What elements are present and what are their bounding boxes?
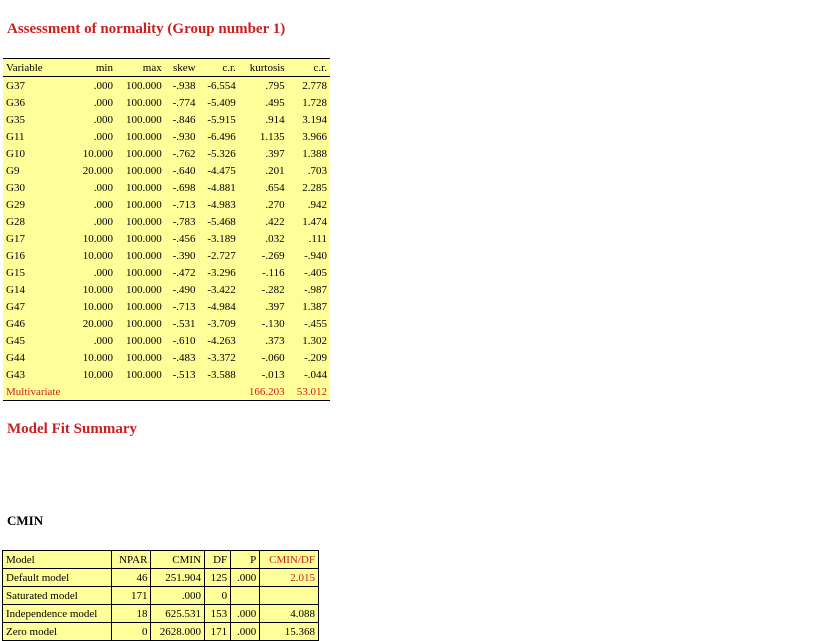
table-cell: 100.000 [126,113,162,126]
table-cell: .000 [93,79,113,92]
table-cell: -5.468 [207,215,236,228]
table-cell: .000 [231,605,260,623]
table-cell: 251.904 [151,569,205,587]
table-cell: .397 [265,147,285,160]
table-cell: -5.326 [207,147,236,160]
col-skew: skew [172,61,196,74]
table-cell: -.987 [304,283,327,296]
table-cell: .032 [265,232,285,245]
table-row [3,77,330,95]
variable-name: G35 [6,113,25,126]
table-cell: 1.135 [259,130,285,143]
variable-name: G44 [6,351,25,364]
table-cell: -.783 [172,215,196,228]
table-cell: 10.000 [82,232,113,245]
table-cell [165,383,199,401]
table-cell: 100.000 [126,164,162,177]
cmin-col-model: Model [3,551,112,569]
variable-name: G37 [6,79,25,92]
table-row [3,230,330,247]
table-cell: 171 [112,587,151,605]
table-cell: 100.000 [126,266,162,279]
table-row [3,349,330,366]
col-variable: Variable [6,61,43,74]
table-cell: .111 [308,232,327,245]
table-cell: 10.000 [82,283,113,296]
table-cell: -.472 [172,266,196,279]
model-name: Default model [3,569,112,587]
table-cell: 10.000 [82,351,113,364]
table-cell: 46 [112,569,151,587]
table-cell: 2.015 [260,569,319,587]
table-cell: .000 [93,96,113,109]
table-cell: .495 [265,96,285,109]
table-cell: 0 [205,587,231,605]
table-cell: 625.531 [151,605,205,623]
table-cell: .914 [265,113,285,126]
table-cell: -.060 [261,351,285,364]
table-cell: -3.372 [207,351,236,364]
col-min: min [95,61,113,74]
table-cell: -5.409 [207,96,236,109]
variable-name: G14 [6,283,25,296]
table-cell: .000 [231,569,260,587]
table-cell: .000 [93,181,113,194]
normality-body [3,77,330,401]
col-kurtosis: kurtosis [249,61,285,74]
table-cell: -4.881 [207,181,236,194]
table-cell: -.490 [172,283,196,296]
table-cell: -.762 [172,147,196,160]
table-cell: -.282 [261,283,285,296]
table-cell: 2.778 [302,79,327,92]
table-row [3,332,330,349]
table-cell: -.940 [304,249,327,262]
table-cell: -.846 [172,113,196,126]
multivariate-kurtosis: 166.203 [248,385,285,398]
table-cell: -.483 [172,351,196,364]
variable-name: G30 [6,181,25,194]
table-cell: .000 [151,587,205,605]
table-cell: -.456 [172,232,196,245]
table-cell: 20.000 [82,317,113,330]
table-cell: -.640 [172,164,196,177]
table-cell: .000 [93,130,113,143]
table-row [3,587,319,605]
table-cell: -.013 [261,368,285,381]
table-cell: 100.000 [126,300,162,313]
table-cell: -.930 [172,130,196,143]
table-row [3,315,330,332]
normality-header-row [3,59,330,77]
table-cell: 10.000 [82,300,113,313]
variable-name: G10 [6,147,25,160]
model-name: Saturated model [3,587,112,605]
table-cell: -3.588 [207,368,236,381]
table-cell: 153 [205,605,231,623]
table-cell: .000 [231,623,260,641]
table-cell: -5.915 [207,113,236,126]
table-cell: .397 [265,300,285,313]
variable-name: G28 [6,215,25,228]
cmin-col-cmin-df: CMIN/DF [260,551,319,569]
variable-name: G11 [6,130,25,143]
multivariate-row [3,383,330,401]
table-cell: -.269 [261,249,285,262]
cmin-title: CMIN [7,513,44,528]
table-cell: 10.000 [82,147,113,160]
table-cell: .942 [307,198,327,211]
table-cell [231,587,260,605]
col-max: max [142,61,162,74]
table-cell: 1.302 [302,334,327,347]
table-row [3,213,330,230]
variable-name: G36 [6,96,25,109]
table-cell: 4.088 [260,605,319,623]
table-row [3,145,330,162]
table-cell: 3.194 [302,113,327,126]
table-cell: .270 [265,198,285,211]
table-cell: -6.496 [207,130,236,143]
cmin-body [3,569,319,641]
multivariate-label: Multivariate [6,385,61,398]
table-cell: .201 [265,164,285,177]
table-cell: 100.000 [126,215,162,228]
table-cell: -.713 [172,300,196,313]
table-cell: -.774 [172,96,196,109]
table-cell: 2.285 [302,181,327,194]
cmin-table [2,550,319,641]
table-cell: -.390 [172,249,196,262]
table-cell: 100.000 [126,317,162,330]
multivariate-cr: 53.012 [296,385,327,398]
table-cell: 10.000 [82,368,113,381]
table-cell [116,383,165,401]
table-cell: 100.000 [126,198,162,211]
table-cell: 100.000 [126,147,162,160]
table-cell: 1.728 [302,96,327,109]
table-cell: .000 [93,113,113,126]
table-cell: 100.000 [126,232,162,245]
table-cell [260,587,319,605]
variable-name: G9 [6,164,20,177]
variable-name: G16 [6,249,25,262]
table-cell: 0 [112,623,151,641]
normality-title: Assessment of normality (Group number 1) [7,21,286,37]
table-cell: .654 [265,181,285,194]
table-cell: .000 [93,198,113,211]
table-cell: 3.966 [302,130,327,143]
table-cell: 100.000 [126,249,162,262]
table-cell: -4.984 [207,300,236,313]
table-cell: -3.296 [207,266,236,279]
variable-name: G45 [6,334,25,347]
model-name: Zero model [3,623,112,641]
cmin-col-cmin: CMIN [151,551,205,569]
table-row [3,247,330,264]
table-cell: -2.727 [207,249,236,262]
variable-name: G15 [6,266,25,279]
normality-table [3,58,330,401]
table-cell: 1.388 [302,147,327,160]
col-skew-cr: c.r. [222,61,236,74]
table-cell: 15.368 [260,623,319,641]
table-cell: -3.709 [207,317,236,330]
col-kurtosis-cr: c.r. [313,61,327,74]
variable-name: G29 [6,198,25,211]
table-cell: -3.189 [207,232,236,245]
table-row [3,569,319,587]
table-cell: .422 [265,215,285,228]
table-cell: 1.387 [302,300,327,313]
table-cell: .000 [93,215,113,228]
table-cell: -.455 [304,317,327,330]
table-cell: -6.554 [207,79,236,92]
table-cell: .000 [93,266,113,279]
table-cell: -3.422 [207,283,236,296]
table-cell: 20.000 [82,164,113,177]
table-cell: 2628.000 [151,623,205,641]
table-cell: 100.000 [126,334,162,347]
table-cell: -.044 [304,368,327,381]
table-row [3,298,330,315]
table-cell: -.130 [261,317,285,330]
table-row [3,111,330,128]
table-row [3,94,330,111]
table-cell: -.713 [172,198,196,211]
table-row [3,162,330,179]
table-cell: -.610 [172,334,196,347]
table-cell: 100.000 [126,283,162,296]
table-cell: 171 [205,623,231,641]
table-cell: .795 [265,79,285,92]
table-cell: 100.000 [126,181,162,194]
table-cell: -.513 [172,368,196,381]
table-cell: .000 [93,334,113,347]
table-cell: 100.000 [126,96,162,109]
table-cell: 100.000 [126,130,162,143]
table-cell: -4.475 [207,164,236,177]
variable-name: G47 [6,300,25,313]
table-row [3,605,319,623]
table-cell: .703 [307,164,327,177]
table-cell: -4.983 [207,198,236,211]
variable-name: G46 [6,317,25,330]
table-row [3,196,330,213]
table-cell: 100.000 [126,368,162,381]
table-row [3,281,330,298]
table-cell: -.531 [172,317,196,330]
table-cell: -.698 [172,181,196,194]
table-cell: -4.263 [207,334,236,347]
table-cell: 10.000 [82,249,113,262]
table-cell: -.938 [172,79,196,92]
table-cell [199,383,239,401]
table-cell [74,383,116,401]
table-row [3,366,330,383]
table-cell: 100.000 [126,79,162,92]
cmin-header-row [3,551,319,569]
table-cell: -.209 [304,351,327,364]
model-name: Independence model [3,605,112,623]
table-cell: 1.474 [302,215,327,228]
table-row [3,128,330,145]
table-row [3,179,330,196]
variable-name: G43 [6,368,25,381]
table-cell: 18 [112,605,151,623]
table-cell: .373 [265,334,285,347]
variable-name: G17 [6,232,25,245]
table-cell: 125 [205,569,231,587]
table-row [3,623,319,641]
table-cell: -.116 [262,266,285,279]
table-cell: -.405 [304,266,327,279]
model-fit-title: Model Fit Summary [7,421,137,437]
table-row [3,264,330,281]
cmin-col-df: DF [205,551,231,569]
cmin-col-p: P [231,551,260,569]
table-cell: 100.000 [126,351,162,364]
cmin-col-npar: NPAR [112,551,151,569]
